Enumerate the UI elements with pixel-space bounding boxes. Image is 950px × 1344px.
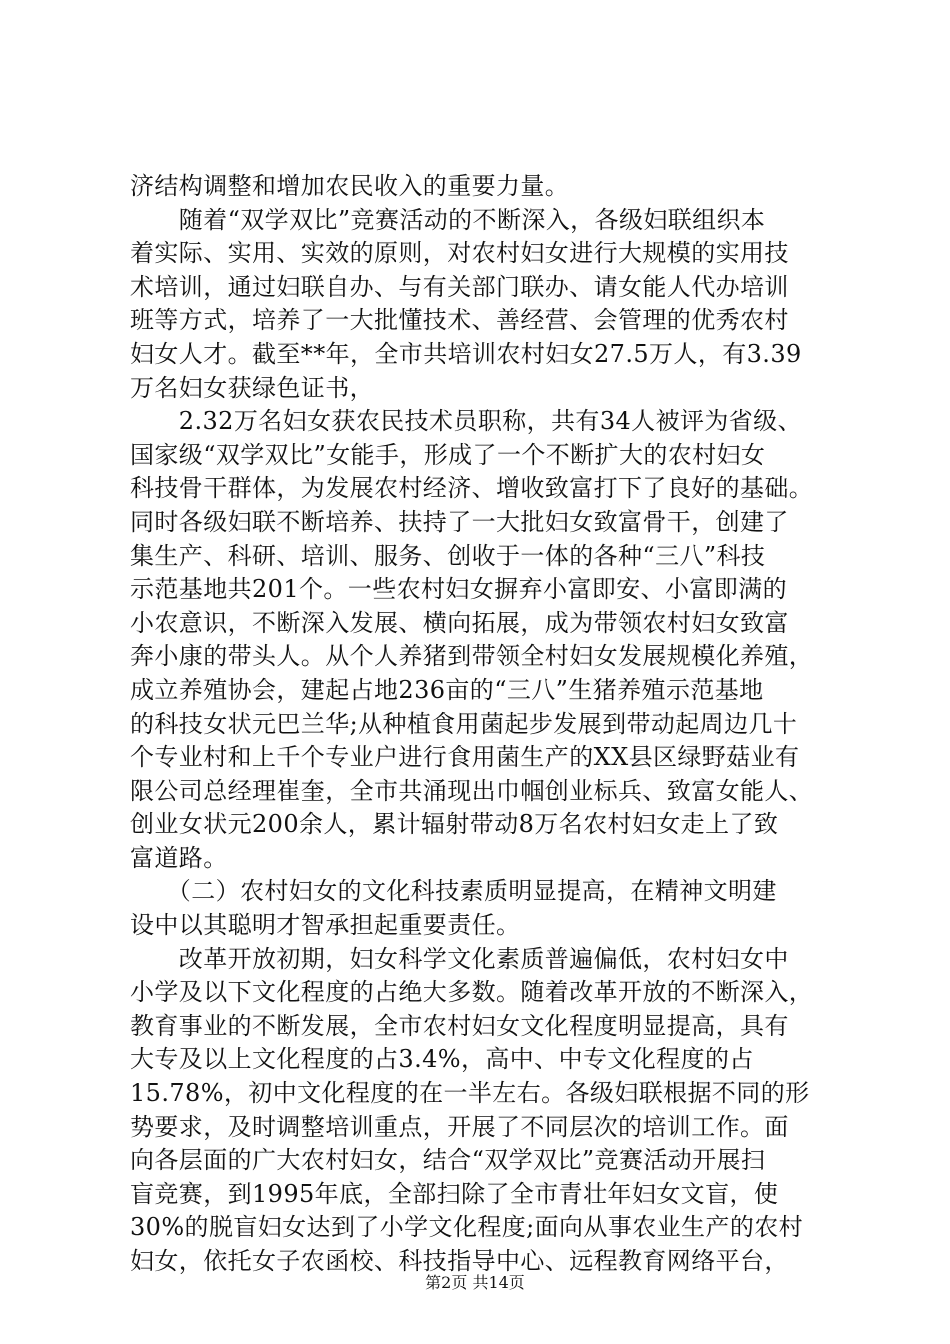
text-line: 改革开放初期，妇女科学文化素质普遍偏低，农村妇女中: [130, 944, 789, 973]
text-line: 大专及以上文化程度的占3.4%，高中、中专文化程度的占: [130, 1045, 754, 1074]
text-line: 30%的脱盲妇女达到了小学文化程度;面向从事农业生产的农村: [130, 1213, 804, 1242]
text-line: 术培训，通过妇联自办、与有关部门联办、请女能人代办培训: [130, 272, 789, 301]
text-line: 班等方式，培养了一大批懂技术、善经营、会管理的优秀农村: [130, 306, 789, 335]
text-line: 富道路。: [130, 843, 228, 872]
text-line: 小农意识，不断深入发展、横向拓展，成为带领农村妇女致富: [130, 608, 789, 637]
text-line: 妇女，依托女子农函校、科技指导中心、远程教育网络平台，: [130, 1247, 789, 1275]
text-line: 集生产、科研、培训、服务、创收于一体的各种“三八”科技: [130, 541, 766, 570]
text-line: 妇女人才。截至**年，全市共培训农村妇女27.5万人，有3.39: [130, 339, 802, 368]
text-line: 向各层面的广大农村妇女，结合“双学双比”竞赛活动开展扫: [130, 1146, 766, 1175]
text-line: 示范基地共201个。一些农村妇女摒弃小富即安、小富即满的: [130, 575, 788, 604]
text-line: 奔小康的带头人。从个人养猪到带领全村妇女发展规模化养殖，: [130, 642, 814, 671]
text-line: 的科技女状元巴兰华;从种植食用菌起步发展到带动起周边几十: [130, 709, 798, 738]
text-line: 个专业村和上千个专业户进行食用菌生产的XX县区绿野菇业有: [130, 743, 800, 772]
text-line: 盲竞赛，到1995年底，全部扫除了全市青壮年妇女文盲，使: [130, 1179, 779, 1208]
text-line: 小学及以下文化程度的占绝大多数。随着改革开放的不断深入，: [130, 978, 814, 1007]
text-line: 限公司总经理崔奎，全市共涌现出巾帼创业标兵、致富女能人、: [130, 776, 814, 805]
text-line: 随着“双学双比”竞赛活动的不断深入，各级妇联组织本: [130, 205, 766, 234]
text-line: 万名妇女获绿色证书，: [130, 373, 374, 402]
text-line: 国家级“双学双比”女能手，形成了一个不断扩大的农村妇女: [130, 440, 766, 469]
text-line: 势要求，及时调整培训重点，开展了不同层次的培训工作。面: [130, 1112, 789, 1141]
text-line: 教育事业的不断发展，全市农村妇女文化程度明显提高，具有: [130, 1011, 789, 1040]
text-line: （二）农村妇女的文化科技素质明显提高，在精神文明建: [130, 877, 777, 906]
text-line: 2.32万名妇女获农民技术员职称，共有34人被评为省级、: [130, 407, 802, 436]
text-line: 济结构调整和增加农民收入的重要力量。: [130, 172, 570, 200]
body-text: [130, 170, 830, 1279]
text-line: 同时各级妇联不断培养、扶持了一大批妇女致富骨干，创建了: [130, 507, 789, 536]
text-line: 15.78%，初中文化程度的在一半左右。各级妇联根据不同的形: [130, 1079, 810, 1108]
text-line: 科技骨干群体，为发展农村经济、增收致富打下了良好的基础。: [130, 474, 814, 503]
text-line: 着实际、实用、实效的原则，对农村妇女进行大规模的实用技: [130, 239, 789, 268]
text-line: 设中以其聪明才智承担起重要责任。: [130, 911, 521, 940]
text-line: 创业女状元200余人，累计辐射带动8万名农村妇女走上了致: [130, 810, 779, 839]
page-footer: 第2页 共14页: [425, 1273, 525, 1292]
text-line: 成立养殖协会，建起占地236亩的“三八”生猪养殖示范基地: [130, 675, 764, 704]
